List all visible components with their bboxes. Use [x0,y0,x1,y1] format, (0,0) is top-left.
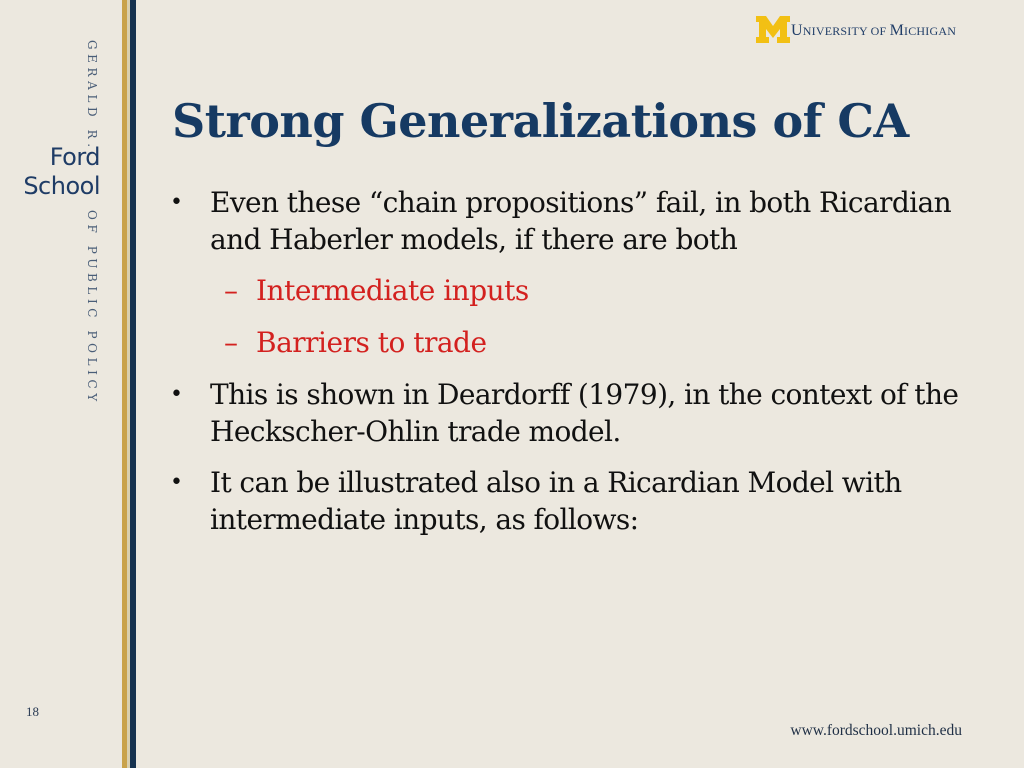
slide-content [170,184,990,552]
bullet-marker: • [170,382,183,407]
bullet-marker: • [170,470,183,495]
bullet-text: This is shown in Deardorff (1979), in the context of the Heckscher-Ohlin trade model. [210,378,959,448]
logo-line-ford: Ford [49,143,100,171]
sub-bullet-marker: – [224,274,238,307]
slide-title: Strong Generalizations of CA [172,94,909,148]
block-m-icon [756,16,790,43]
university-name: UNIVERSITY OF MICHIGAN [791,22,957,39]
sidebar-vertical-gerald: GERALD R. [85,40,99,152]
bullet-item [170,376,990,450]
ford-school-logo [23,143,100,201]
sub-bullet-marker: – [224,326,238,359]
sidebar-vertical-policy: OF PUBLIC POLICY [85,210,99,406]
sub-bullet-text: Barriers to trade [256,326,487,359]
bullet-text: It can be illustrated also in a Ricardian Model with intermediate inputs, as follows: [210,466,902,536]
sidebar [0,0,122,768]
university-of-michigan-logo [756,16,956,43]
logo-line-school: School [23,172,100,200]
bullet-item [170,184,990,258]
page-number: 18 [26,704,39,719]
bullet-item [170,464,990,538]
bullet-text: Even these “chain propositions” fail, in both Ricardian and Haberler models, if there are both [210,186,952,256]
sub-bullet-item [170,272,990,309]
bullet-marker: • [170,190,183,215]
sub-bullet-item [170,324,990,361]
footer-url: www.fordschool.umich.edu [790,722,962,739]
sidebar-stripe-navy [130,0,136,768]
sub-bullet-text: Intermediate inputs [256,274,529,307]
